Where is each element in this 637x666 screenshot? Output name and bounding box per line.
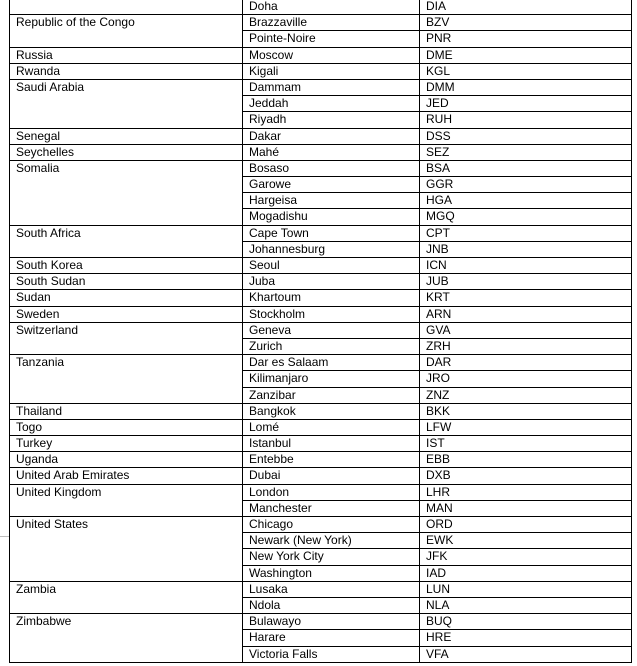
airport-code-cell: IAD: [420, 565, 632, 581]
airport-code-cell: PNR: [420, 31, 632, 47]
table-row: [10, 0, 632, 15]
city-cell: Khartoum: [243, 290, 420, 306]
city-cell: Newark (New York): [243, 533, 420, 549]
country-cell: Rwanda: [10, 63, 243, 79]
city-cell: Washington: [243, 565, 420, 581]
city-cell: Bulawayo: [243, 614, 420, 630]
airport-code-cell: IST: [420, 436, 632, 452]
airport-code-cell: BKK: [420, 403, 632, 419]
country-cell: United Arab Emirates: [10, 468, 243, 484]
city-cell: Doha: [243, 0, 420, 15]
city-cell: Harare: [243, 630, 420, 646]
table-row: [10, 452, 632, 468]
airport-code-cell: MAN: [420, 500, 632, 516]
country-cell: Togo: [10, 419, 243, 435]
airport-code-cell: GVA: [420, 322, 632, 338]
city-cell: Chicago: [243, 517, 420, 533]
airport-code-cell: JRO: [420, 371, 632, 387]
airport-code-cell: JUB: [420, 274, 632, 290]
airport-code-cell: BUQ: [420, 614, 632, 630]
airport-code-cell: HGA: [420, 193, 632, 209]
city-cell: Zanzibar: [243, 387, 420, 403]
table-row: [10, 419, 632, 435]
airport-code-cell: DAR: [420, 355, 632, 371]
airport-code-cell: LHR: [420, 484, 632, 500]
airport-code-cell: JFK: [420, 549, 632, 565]
city-cell: Bosaso: [243, 160, 420, 176]
airport-code-cell: ARN: [420, 306, 632, 322]
table-row: [10, 274, 632, 290]
city-cell: Kilimanjaro: [243, 371, 420, 387]
margin-divider: [0, 536, 9, 537]
country-cell: Uganda: [10, 452, 243, 468]
city-cell: Bangkok: [243, 403, 420, 419]
city-cell: London: [243, 484, 420, 500]
country-cell: Seychelles: [10, 144, 243, 160]
table-row: [10, 403, 632, 419]
table-row: [10, 468, 632, 484]
city-cell: Kigali: [243, 63, 420, 79]
airport-code-cell: ICN: [420, 258, 632, 274]
city-cell: Dubai: [243, 468, 420, 484]
airport-code-cell: BSA: [420, 160, 632, 176]
city-cell: Juba: [243, 274, 420, 290]
airport-code-cell: KGL: [420, 63, 632, 79]
country-cell: United Kingdom: [10, 484, 243, 516]
table-row: [10, 79, 632, 95]
table-row: [10, 144, 632, 160]
country-cell: United States: [10, 517, 243, 582]
airport-code-cell: DIA: [420, 0, 632, 15]
city-cell: Geneva: [243, 322, 420, 338]
airport-code-cell: EBB: [420, 452, 632, 468]
airport-code-cell: DSS: [420, 128, 632, 144]
city-cell: Mahé: [243, 144, 420, 160]
city-cell: Lomé: [243, 419, 420, 435]
table-row: [10, 290, 632, 306]
country-cell: Senegal: [10, 128, 243, 144]
table-row: [10, 225, 632, 241]
city-cell: Stockholm: [243, 306, 420, 322]
city-cell: Dar es Salaam: [243, 355, 420, 371]
country-cell: Saudi Arabia: [10, 79, 243, 128]
country-cell: Switzerland: [10, 322, 243, 354]
destinations-table-body: [10, 0, 632, 662]
country-cell: Thailand: [10, 403, 243, 419]
city-cell: Zurich: [243, 338, 420, 354]
airport-code-cell: ZRH: [420, 338, 632, 354]
airport-code-cell: NLA: [420, 597, 632, 613]
airport-code-cell: RUH: [420, 112, 632, 128]
city-cell: New York City: [243, 549, 420, 565]
table-row: [10, 322, 632, 338]
city-cell: Ndola: [243, 597, 420, 613]
airport-code-cell: JED: [420, 96, 632, 112]
country-cell: Sudan: [10, 290, 243, 306]
country-cell: Somalia: [10, 160, 243, 225]
airport-code-cell: LFW: [420, 419, 632, 435]
airport-code-cell: JNB: [420, 241, 632, 257]
country-cell: Sweden: [10, 306, 243, 322]
airport-code-cell: VFA: [420, 646, 632, 662]
table-row: [10, 614, 632, 630]
country-cell: Zambia: [10, 581, 243, 613]
country-cell: South Sudan: [10, 274, 243, 290]
city-cell: Moscow: [243, 47, 420, 63]
table-row: [10, 63, 632, 79]
table-row: [10, 484, 632, 500]
airport-code-cell: SEZ: [420, 144, 632, 160]
country-cell: Tanzania: [10, 355, 243, 404]
table-row: [10, 47, 632, 63]
airport-code-cell: BZV: [420, 15, 632, 31]
table-row: [10, 258, 632, 274]
table-row: [10, 128, 632, 144]
city-cell: Jeddah: [243, 96, 420, 112]
city-cell: Seoul: [243, 258, 420, 274]
city-cell: Garowe: [243, 177, 420, 193]
airport-code-cell: DXB: [420, 468, 632, 484]
table-row: [10, 436, 632, 452]
airport-code-cell: ORD: [420, 517, 632, 533]
country-cell: Russia: [10, 47, 243, 63]
airport-code-cell: KRT: [420, 290, 632, 306]
table-row: [10, 355, 632, 371]
table-row: [10, 517, 632, 533]
country-cell: Turkey: [10, 436, 243, 452]
city-cell: Istanbul: [243, 436, 420, 452]
airport-code-cell: DME: [420, 47, 632, 63]
country-cell: South Korea: [10, 258, 243, 274]
airport-code-cell: EWK: [420, 533, 632, 549]
country-cell: [10, 0, 243, 15]
airport-code-cell: MGQ: [420, 209, 632, 225]
table-row: [10, 15, 632, 31]
country-cell: Republic of the Congo: [10, 15, 243, 47]
city-cell: Dakar: [243, 128, 420, 144]
airport-code-cell: GGR: [420, 177, 632, 193]
city-cell: Riyadh: [243, 112, 420, 128]
city-cell: Pointe-Noire: [243, 31, 420, 47]
city-cell: Manchester: [243, 500, 420, 516]
city-cell: Victoria Falls: [243, 646, 420, 662]
airport-code-cell: CPT: [420, 225, 632, 241]
city-cell: Johannesburg: [243, 241, 420, 257]
city-cell: Dammam: [243, 79, 420, 95]
destinations-table: [9, 0, 632, 663]
airport-code-cell: ZNZ: [420, 387, 632, 403]
city-cell: Cape Town: [243, 225, 420, 241]
country-cell: Zimbabwe: [10, 614, 243, 663]
airport-code-cell: HRE: [420, 630, 632, 646]
city-cell: Hargeisa: [243, 193, 420, 209]
city-cell: Brazzaville: [243, 15, 420, 31]
table-row: [10, 306, 632, 322]
table-row: [10, 581, 632, 597]
city-cell: Lusaka: [243, 581, 420, 597]
table-row: [10, 160, 632, 176]
country-cell: South Africa: [10, 225, 243, 257]
airport-code-cell: LUN: [420, 581, 632, 597]
airport-code-cell: DMM: [420, 79, 632, 95]
city-cell: Entebbe: [243, 452, 420, 468]
city-cell: Mogadishu: [243, 209, 420, 225]
